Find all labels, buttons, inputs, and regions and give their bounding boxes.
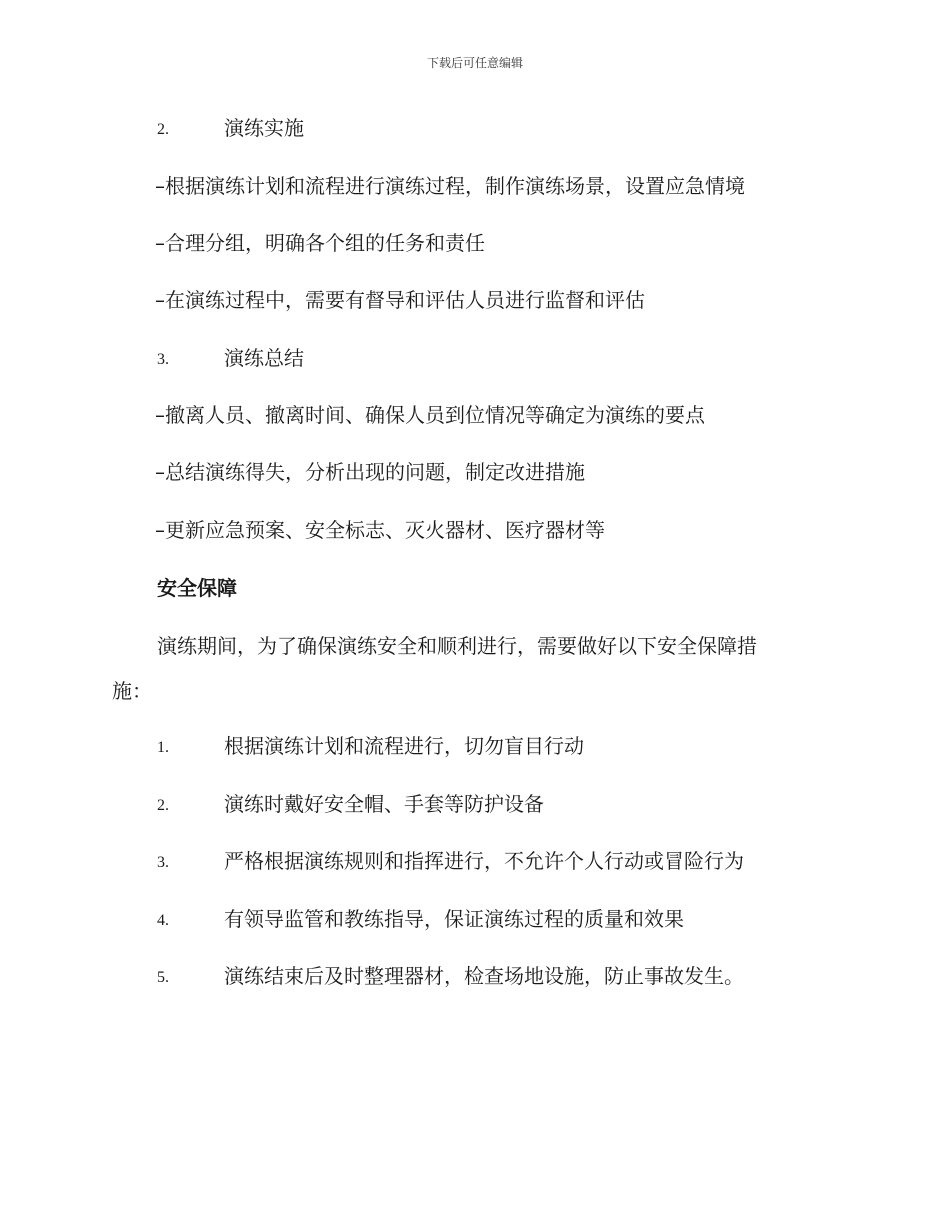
- bullet-line: –在演练过程中，需要有督导和评估人员进行监督和评估: [155, 288, 645, 312]
- list-item-text: 演练时戴好安全帽、手套等防护设备: [224, 792, 544, 816]
- list-item-text: 根据演练计划和流程进行，切勿盲目行动: [224, 734, 584, 758]
- section-title: 演练实施: [224, 116, 304, 140]
- list-item-text: 有领导监管和教练指导，保证演练过程的质量和效果: [224, 907, 684, 931]
- list-item-number: 5.: [157, 969, 169, 986]
- list-item-text: 严格根据演练规则和指挥进行，不允许个人行动或冒险行为: [224, 849, 744, 873]
- list-item-text: 演练结束后及时整理器材，检查场地设施，防止事故发生。: [224, 964, 744, 988]
- bullet-line: –更新应急预案、安全标志、灭火器材、医疗器材等: [155, 518, 605, 542]
- intro-paragraph-line: 演练期间，为了确保演练安全和顺利进行，需要做好以下安全保障措: [157, 634, 757, 658]
- safety-heading: 安全保障: [157, 576, 237, 600]
- bullet-line: –撤离人员、撤离时间、确保人员到位情况等确定为演练的要点: [155, 403, 705, 427]
- header-note: 下载后可任意编辑: [426, 56, 523, 70]
- section-title: 演练总结: [224, 346, 304, 370]
- intro-paragraph-line: 施：: [112, 679, 152, 703]
- list-item-number: 3.: [157, 854, 169, 871]
- list-item-number: 1.: [157, 739, 169, 756]
- section-number: 3.: [157, 351, 169, 368]
- section-number: 2.: [157, 121, 169, 138]
- list-item-number: 2.: [157, 797, 169, 814]
- bullet-line: –合理分组，明确各个组的任务和责任: [155, 231, 485, 255]
- bullet-line: –根据演练计划和流程进行演练过程，制作演练场景，设置应急情境: [155, 174, 745, 198]
- list-item-number: 4.: [157, 912, 169, 929]
- bullet-line: –总结演练得失，分析出现的问题，制定改进措施: [155, 460, 585, 484]
